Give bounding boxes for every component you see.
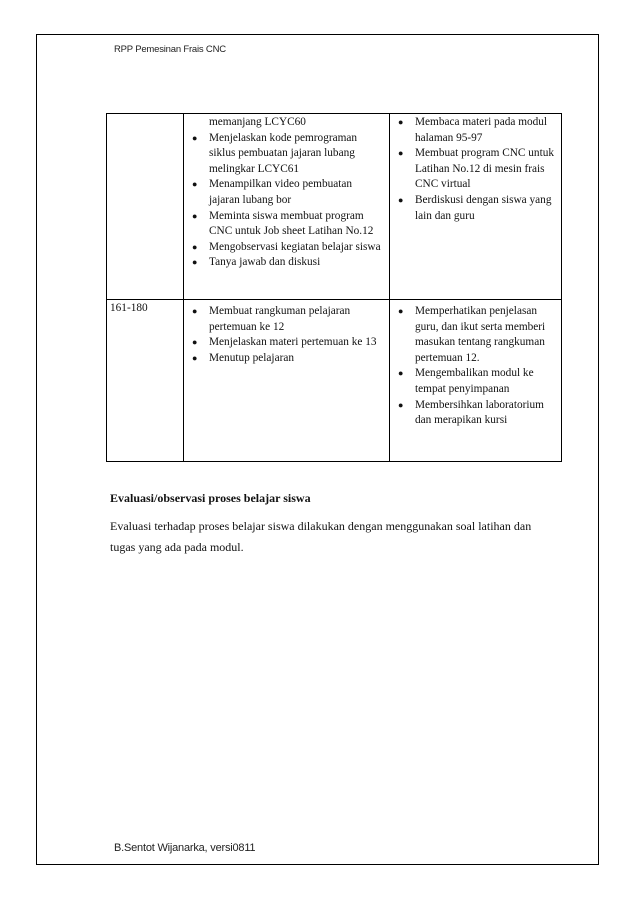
list-item [184,240,385,256]
list-item-text: memanjang LCYC60 [209,116,306,128]
lesson-activity-table [106,113,562,462]
page-footer: B.Sentot Wijanarka, versi0811 [114,842,256,854]
teacher-activity-list [184,300,389,366]
bullet-icon: ● [192,210,198,221]
teacher-activities-cell [184,300,390,462]
student-activity-list [390,300,561,429]
bullet-icon: ● [398,306,404,316]
teacher-activity-list [184,114,389,271]
list-item [390,366,557,397]
time-cell [107,114,184,300]
evaluation-paragraph: Evaluasi terhadap proses belajar siswa dilakukan dengan menggunakan soal latihan dan tugas yang ada pada modul. [110,519,532,554]
list-item [390,193,557,224]
list-item-text: Menampilkan video pembuatan jajaran lubang bor [209,178,353,206]
list-item-text: Berdiskusi dengan siswa yang lain dan guru [415,193,552,222]
table-row [107,114,562,300]
list-item [184,115,385,131]
list-item-text: Membersihkan laboratorium dan merapikan kursi [415,398,544,427]
list-item-text: Mengobservasi kegiatan belajar siswa [209,240,381,253]
page-header: RPP Pemesinan Frais CNC [114,44,226,55]
list-item [390,304,557,366]
bullet-icon: ● [398,399,404,410]
bullet-icon: ● [192,179,198,190]
evaluation-heading: Evaluasi/observasi proses belajar siswa [110,491,311,505]
bullet-icon: ● [398,194,404,205]
bullet-icon: ● [398,117,404,127]
student-activity-list [390,114,561,224]
bullet-icon: ● [192,337,198,348]
bullet-icon: ● [192,306,198,316]
list-item-text: Meminta siswa membuat program CNC untuk Job sheet Latihan No.12 [209,209,374,238]
list-item [184,131,385,178]
list-item [184,177,385,208]
bullet-icon: ● [192,132,198,143]
list-item-text: Membuat rangkuman pelajaran pertemuan ke 12 [209,305,351,333]
list-item-text: Menutup pelajaran [209,351,295,364]
list-item [184,304,385,335]
list-item-text: Memperhatikan penjelasan guru, dan ikut serta memberi masukan tentang rangkuman pertemuan 12. [415,305,546,364]
time-cell: 161-180 [107,300,184,462]
bullet-icon: ● [192,257,198,268]
bullet-icon: ● [398,148,404,159]
bullet-icon: ● [192,241,198,252]
bullet-icon: ● [192,352,198,363]
list-item-text: Menjelaskan materi pertemuan ke 13 [209,336,377,349]
bullet-icon: ● [398,368,404,379]
list-item-text: Menjelaskan kode pemrograman siklus pembuatan jajaran lubang melingkar LCYC61 [209,131,358,175]
list-item [390,398,557,429]
list-item-text: Mengembalikan modul ke tempat penyimpanan [415,367,534,395]
list-item-text: Tanya jawab dan diskusi [209,256,321,269]
teacher-activities-cell [184,114,390,300]
student-activities-cell [390,300,562,462]
list-item [184,351,385,367]
table-row [107,300,562,462]
list-item [184,255,385,271]
list-item [184,335,385,351]
list-item-text: Membuat program CNC untuk Latihan No.12 di mesin frais CNC virtual [415,147,554,191]
student-activities-cell [390,114,562,300]
list-item [390,146,557,193]
list-item [390,115,557,146]
list-item [184,209,385,240]
list-item-text: Membaca materi pada modul halaman 95-97 [415,116,548,144]
